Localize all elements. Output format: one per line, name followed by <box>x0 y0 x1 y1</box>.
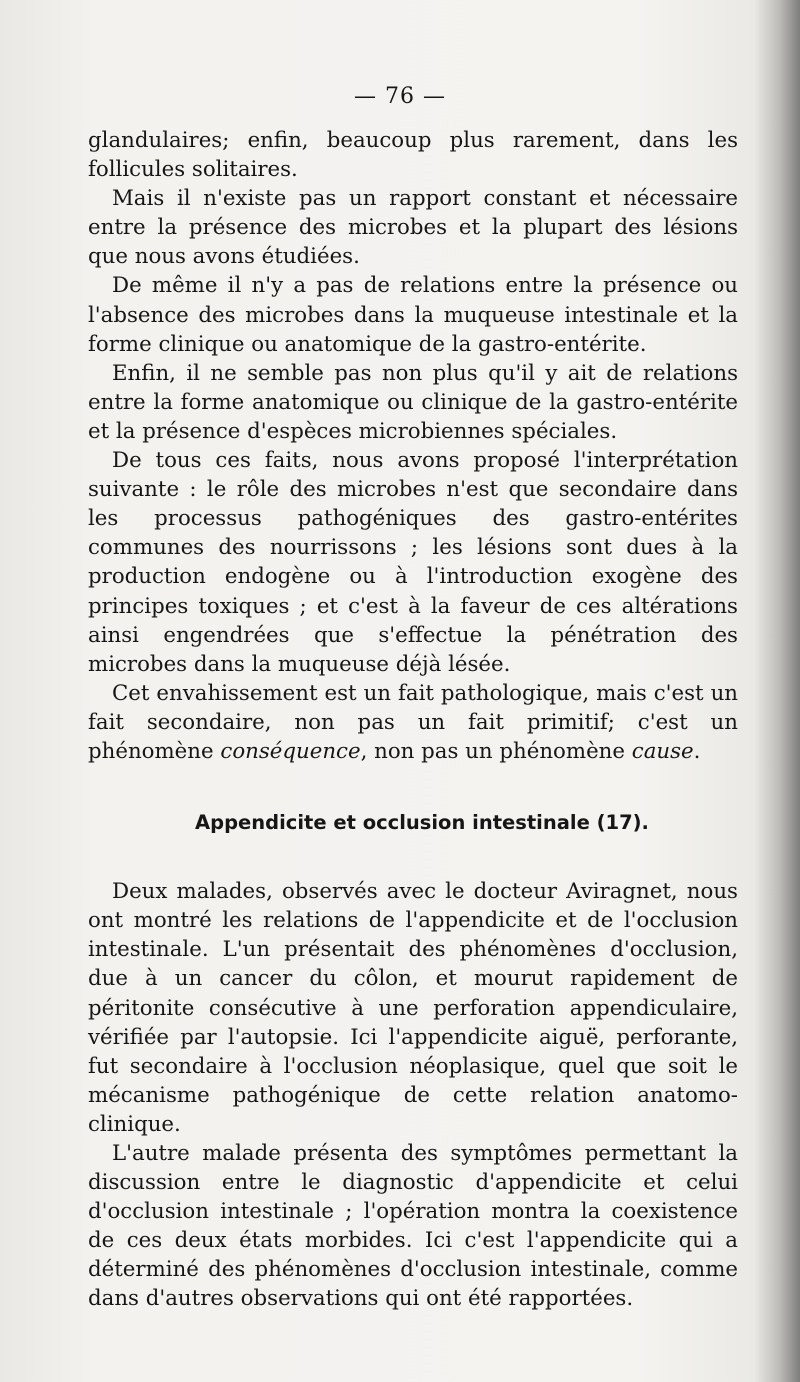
page-edge-shadow <box>754 0 800 1382</box>
paragraph-6-part-2: , non pas un phénomène <box>360 738 632 764</box>
page-body <box>88 126 738 1314</box>
paragraph-8: L'autre malade présenta des symptômes permettant la discussion entre le diagnostic d'appendicite et celui d'occlusion intestinale ; l'opération montra la coexistence de ces deux états morbides. Ici c'est l'appendicite qui a déterminé des phénomènes d'occlusion intestinale, comme dans d'autres observations qui ont été rapportées. <box>88 1141 738 1312</box>
paragraph-6-part-3: . <box>693 738 701 764</box>
paragraph-4: Enfin, il ne semble pas non plus qu'il y ait de relations entre la forme anatomique ou clinique de la gastro-entérite et la présence d'espèces microbiennes spéciales. <box>88 360 738 444</box>
section-heading: Appendicite et occlusion intestinale (17). <box>195 811 649 835</box>
paragraph-5: De tous ces faits, nous avons proposé l'interprétation suivante : le rôle des microbes n'est que secondaire dans les processus pathogéniques des gastro-entérites communes des nourrissons ; les lésions sont dues à la production endogène ou à l'introduction exogène des principes toxiques ; et c'est à la faveur de ces altérations ainsi engendrées que s'effectue la pénétration des microbes dans la muqueuse déjà lésée. <box>88 448 738 677</box>
paragraph-6-emphasis-cause: cause <box>631 738 694 764</box>
paragraph-6-part-1: Cet envahissement est un fait pathologique, mais c'est un fait secondaire, non pas un fait primitif; c'est un phénomène <box>88 680 738 764</box>
paragraph-6-emphasis-consequence: conséquence <box>220 738 361 764</box>
paragraph-3: De même il n'y a pas de relations entre la présence ou l'absence des microbes dans la muqueuse intestinale et la forme clinique ou anatomique de la gastro-entérite. <box>88 273 738 357</box>
page-number: — 76 — <box>354 84 446 109</box>
paragraph-2: Mais il n'existe pas un rapport constant et nécessaire entre la présence des microbes et la plupart des lésions que nous avons étudiées. <box>88 186 738 270</box>
paragraph-7: Deux malades, observés avec le docteur Aviragnet, nous ont montré les relations de l'appendicite et de l'occlusion intestinale. L'un présentait des phénomènes d'occlusion, due à un cancer du côlon, et mourut rapidement de péritonite consécutive à une perforation appendiculaire, vérifiée par l'autopsie. Ici l'appendicite aiguë, perforante, fut secondaire à l'occlusion néoplasique, quel que soit le mécanisme pathogénique de cette relation anatomo-clinique. <box>88 879 738 1137</box>
paragraph-1: glandulaires; enfin, beaucoup plus rarement, dans les follicules solitaires. <box>88 128 738 183</box>
paragraph-6 <box>88 679 738 766</box>
